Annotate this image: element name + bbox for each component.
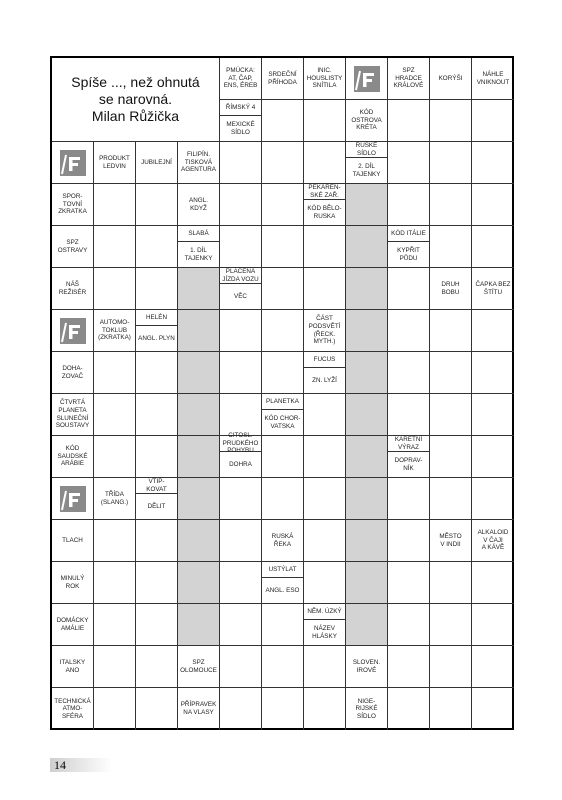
answer-cell[interactable] (388, 562, 430, 604)
clue-cell (304, 310, 346, 352)
clue-text: PŘÍPRAVEK NA VLASY (180, 701, 217, 716)
answer-cell[interactable] (262, 100, 304, 142)
clue-cell (94, 142, 136, 184)
clue-text: SPZ OSTRAVY (57, 238, 88, 254)
answer-cell[interactable] (430, 226, 472, 268)
answer-cell[interactable] (262, 142, 304, 184)
clue-text-bottom: VĚC (234, 292, 247, 300)
clue-text: NÁŠ REŽISÉR (58, 280, 87, 296)
shaded-answer-cell[interactable] (346, 310, 388, 352)
clue-text-top: PEKÁREN- SKÉ ZAŘ. (304, 184, 345, 200)
answer-cell[interactable] (388, 520, 430, 562)
answer-cell[interactable] (220, 352, 262, 394)
answer-cell[interactable] (472, 646, 514, 688)
answer-cell[interactable] (94, 520, 136, 562)
shaded-answer-cell[interactable] (178, 268, 220, 310)
answer-cell[interactable] (304, 268, 346, 310)
clue-text-top: VTIP- KOVAT (136, 478, 177, 494)
clue-text: DRUH BOBU (441, 280, 460, 296)
answer-cell[interactable] (304, 520, 346, 562)
clue-text: NIGE- RIJSKÉ SÍDLO (355, 697, 378, 720)
answer-cell[interactable] (472, 184, 514, 226)
answer-cell[interactable] (304, 226, 346, 268)
clue-text: MĚSTO V INDII (439, 532, 462, 548)
answer-cell[interactable] (388, 688, 430, 730)
clue-cell (178, 184, 220, 226)
answer-cell[interactable] (430, 604, 472, 646)
answer-cell[interactable] (430, 100, 472, 142)
clue-text: PRODUKT LEDVIN (99, 154, 130, 170)
clue-text: ALKALOID V ČAJI A KÁVĚ (477, 529, 509, 552)
shaded-answer-cell[interactable] (178, 562, 220, 604)
clue-text: ČAPKA BEZ ŠTÍTU (475, 280, 511, 296)
clue-text-bottom: ANGL. ESO (265, 586, 300, 594)
answer-cell[interactable] (388, 142, 430, 184)
shaded-answer-cell[interactable] (346, 394, 388, 436)
answer-cell[interactable] (304, 394, 346, 436)
answer-cell[interactable] (430, 142, 472, 184)
answer-cell[interactable] (430, 688, 472, 730)
answer-cell[interactable] (220, 646, 262, 688)
shaded-answer-cell[interactable] (346, 604, 388, 646)
clue-cell (262, 394, 304, 436)
clue-cell (304, 58, 346, 100)
answer-cell[interactable] (94, 436, 136, 478)
clue-cell (178, 646, 220, 688)
answer-cell[interactable] (430, 310, 472, 352)
clue-cell (472, 520, 514, 562)
answer-cell[interactable] (94, 268, 136, 310)
clue-cell (388, 436, 430, 478)
clue-cell (304, 604, 346, 646)
clue-cell (52, 562, 94, 604)
clue-cell (472, 58, 514, 100)
shaded-answer-cell[interactable] (178, 604, 220, 646)
clue-text: ANGL. KDYŽ (189, 196, 208, 212)
clue-text-bottom: KYPŘIT PŮDU (397, 247, 420, 262)
clue-text: JUBILEJNÍ (141, 158, 172, 166)
shaded-answer-cell[interactable] (178, 478, 220, 520)
clue-cell (220, 58, 262, 100)
answer-cell[interactable] (220, 226, 262, 268)
clue-cell (94, 478, 136, 520)
clue-text: TLACH (62, 536, 83, 544)
answer-cell[interactable] (262, 646, 304, 688)
clue-cell (52, 226, 94, 268)
shaded-answer-cell[interactable] (346, 478, 388, 520)
answer-cell[interactable] (262, 226, 304, 268)
answer-cell[interactable] (262, 604, 304, 646)
clue-text: FILIPÍN. TISKOVÁ AGENTURA (181, 151, 216, 174)
clue-cell (262, 58, 304, 100)
answer-cell[interactable] (430, 646, 472, 688)
shaded-answer-cell[interactable] (178, 436, 220, 478)
answer-cell[interactable] (304, 436, 346, 478)
answer-cell[interactable] (94, 688, 136, 730)
answer-cell[interactable] (262, 478, 304, 520)
publisher-logo-icon (60, 318, 86, 344)
clue-text-top: FUCUS (304, 352, 345, 368)
clue-text: RUSKÁ ŘEKA (271, 532, 294, 548)
answer-cell[interactable] (472, 352, 514, 394)
clue-cell (220, 432, 262, 478)
clue-text: PMÚCKA: AT, ČAP, ENS, ÉREB (223, 67, 258, 90)
answer-cell[interactable] (388, 310, 430, 352)
answer-cell[interactable] (388, 100, 430, 142)
clue-text: MINULÝ ROK (60, 574, 85, 590)
answer-cell[interactable] (472, 436, 514, 478)
answer-cell[interactable] (262, 310, 304, 352)
clue-text: AUTOMO- TOKLUB (ZKRATKA) (98, 319, 131, 342)
clue-text-bottom: 1. DÍL TAJENKY (184, 247, 213, 262)
answer-cell[interactable] (388, 268, 430, 310)
answer-cell[interactable] (136, 562, 178, 604)
shaded-answer-cell[interactable] (346, 184, 388, 226)
logo-cell (346, 58, 388, 100)
clue-text-bottom: KÓD CHOR- VATSKA (264, 415, 301, 430)
clue-text-bottom: NÁZEV HLÁSKY (312, 625, 337, 640)
answer-cell[interactable] (388, 394, 430, 436)
clue-text-bottom: DOHRA (229, 460, 252, 468)
clue-cell (52, 646, 94, 688)
answer-cell[interactable] (94, 184, 136, 226)
clue-cell (430, 520, 472, 562)
answer-cell[interactable] (472, 604, 514, 646)
answer-cell[interactable] (262, 268, 304, 310)
shaded-answer-cell[interactable] (346, 520, 388, 562)
answer-cell[interactable] (262, 352, 304, 394)
clue-cell (136, 478, 178, 520)
answer-cell[interactable] (430, 394, 472, 436)
shaded-answer-cell[interactable] (178, 310, 220, 352)
clue-cell (178, 226, 220, 268)
page-number-box (50, 758, 112, 772)
answer-cell[interactable] (94, 646, 136, 688)
answer-cell[interactable] (472, 394, 514, 436)
clue-text: ČÁST PODSVĚTÍ (ŘECK. MYTH.) (308, 315, 341, 346)
answer-cell[interactable] (262, 436, 304, 478)
clue-text: KORÝŠI (438, 74, 463, 82)
answer-cell[interactable] (220, 478, 262, 520)
clue-cell (430, 58, 472, 100)
answer-cell[interactable] (136, 436, 178, 478)
clue-text: TŘÍDA (SLANG.) (100, 490, 129, 506)
clue-text: DOHA- ZOVAČ (61, 364, 84, 380)
clue-cell (52, 352, 94, 394)
answer-cell[interactable] (388, 478, 430, 520)
answer-cell[interactable] (136, 184, 178, 226)
clue-cell (136, 310, 178, 352)
logo-cell (52, 310, 94, 352)
clue-cell (52, 688, 94, 730)
clue-text-top: NĚM. ÚZKÝ (304, 604, 345, 620)
clue-cell (52, 520, 94, 562)
clue-text: KÓD OSTROVA KRÉTA (351, 109, 382, 132)
clue-text-top: HELÉN (136, 310, 177, 326)
shaded-answer-cell[interactable] (178, 394, 220, 436)
clue-cell (220, 268, 262, 310)
clue-cell (52, 604, 94, 646)
answer-cell[interactable] (472, 688, 514, 730)
answer-cell[interactable] (430, 436, 472, 478)
clue-cell (388, 226, 430, 268)
answer-cell[interactable] (220, 604, 262, 646)
shaded-answer-cell[interactable] (178, 352, 220, 394)
clue-cell (52, 268, 94, 310)
answer-cell[interactable] (136, 520, 178, 562)
answer-cell[interactable] (220, 520, 262, 562)
clue-cell (136, 142, 178, 184)
clue-text-top: PLANETKA (262, 394, 303, 410)
answer-cell[interactable] (220, 142, 262, 184)
answer-cell[interactable] (472, 478, 514, 520)
clue-cell (346, 100, 388, 142)
clue-text: ČTVRTÁ PLANETA SLUNEČNÍ SOUSTAVY (55, 399, 90, 430)
answer-cell[interactable] (472, 100, 514, 142)
shaded-answer-cell[interactable] (346, 268, 388, 310)
clue-cell (346, 142, 388, 184)
clue-cell (304, 184, 346, 226)
clue-cell (262, 520, 304, 562)
answer-cell[interactable] (430, 352, 472, 394)
shaded-answer-cell[interactable] (178, 520, 220, 562)
clue-text-top: CITOSL. PRUDKÉHO POHYBU (220, 436, 261, 452)
answer-cell[interactable] (430, 478, 472, 520)
answer-cell[interactable] (304, 100, 346, 142)
answer-cell[interactable] (388, 646, 430, 688)
logo-cell (52, 478, 94, 520)
clue-cell (388, 58, 430, 100)
answer-cell[interactable] (388, 604, 430, 646)
answer-cell[interactable] (136, 688, 178, 730)
clue-text: INIC. HOUSLISTY SNÍTILA (306, 67, 343, 90)
clue-cell (178, 142, 220, 184)
clue-text-top: KÓD ITÁLIE (388, 226, 429, 242)
answer-cell[interactable] (220, 184, 262, 226)
answer-cell[interactable] (220, 310, 262, 352)
clue-cell (346, 688, 388, 730)
clue-text-top: SLABÁ (178, 226, 219, 242)
answer-cell[interactable] (94, 394, 136, 436)
answer-cell[interactable] (472, 562, 514, 604)
shaded-answer-cell[interactable] (346, 436, 388, 478)
answer-cell[interactable] (136, 646, 178, 688)
clue-text-bottom: 2. DÍL TAJENKY (352, 163, 381, 178)
clue-cell (178, 688, 220, 730)
shaded-answer-cell[interactable] (346, 562, 388, 604)
answer-cell[interactable] (136, 226, 178, 268)
clue-text-bottom: DĚLIT (147, 502, 166, 510)
clue-cell (52, 394, 94, 436)
answer-cell[interactable] (94, 226, 136, 268)
logo-cell (52, 142, 94, 184)
answer-cell[interactable] (430, 184, 472, 226)
clue-text: SPZ OLOMOUCE (180, 658, 217, 674)
answer-cell[interactable] (388, 352, 430, 394)
answer-cell[interactable] (472, 310, 514, 352)
page-number: 14 (54, 758, 66, 772)
answer-cell[interactable] (304, 688, 346, 730)
publisher-logo-icon (354, 66, 380, 92)
clue-text-top: USTÝLAT (262, 562, 303, 578)
clue-text: KÓD SAUDSKÉ ARÁBIE (57, 445, 88, 468)
clue-cell (430, 268, 472, 310)
clue-text: SLOVEN. IROVÉ (352, 658, 381, 674)
answer-cell[interactable] (136, 352, 178, 394)
publisher-logo-icon (60, 150, 86, 176)
answer-cell[interactable] (220, 688, 262, 730)
answer-cell[interactable] (136, 394, 178, 436)
answer-cell[interactable] (94, 352, 136, 394)
answer-cell[interactable] (304, 478, 346, 520)
puzzle-title: Spíše ..., než ohnutá se narovná. Milan Růžička (52, 58, 220, 142)
clue-text: NÁHLE VNIKNOUT (476, 70, 510, 86)
answer-cell[interactable] (94, 562, 136, 604)
clue-cell (472, 268, 514, 310)
answer-cell[interactable] (136, 604, 178, 646)
clue-text-top: PLACENÁ JÍZDA VOZU (220, 268, 261, 284)
answer-cell[interactable] (304, 142, 346, 184)
clue-text-top: KARETNÍ VÝRAZ (388, 436, 429, 452)
answer-cell[interactable] (472, 226, 514, 268)
clue-text: DOMÁCKY AMÁLIE (56, 616, 89, 632)
clue-text-bottom: ZN. LYŽÍ (312, 376, 337, 384)
clue-text-bottom: KÓD BĚLO- RUSKA (307, 205, 342, 220)
clue-cell (94, 310, 136, 352)
clue-cell (346, 646, 388, 688)
clue-text: ITALSKY ANO (59, 658, 86, 674)
clue-text: SRDEČNÍ PŘÍHODA (268, 70, 297, 86)
answer-cell[interactable] (262, 688, 304, 730)
clue-cell (52, 436, 94, 478)
shaded-answer-cell[interactable] (346, 352, 388, 394)
answer-cell[interactable] (472, 142, 514, 184)
crossword-grid (50, 56, 514, 730)
clue-cell (304, 352, 346, 394)
answer-cell[interactable] (136, 268, 178, 310)
answer-cell[interactable] (304, 562, 346, 604)
answer-cell[interactable] (430, 562, 472, 604)
answer-cell[interactable] (304, 646, 346, 688)
clue-text-bottom: DOPRAV- NÍK (394, 457, 423, 472)
shaded-answer-cell[interactable] (346, 226, 388, 268)
clue-text-top: ŘÍMSKÝ 4 (220, 100, 261, 116)
clue-text: TECHNICKÁ ATMO- SFÉRA (54, 697, 91, 720)
clue-text-top: RUSKÉ SÍDLO (346, 142, 387, 158)
clue-cell (220, 100, 262, 142)
clue-text-bottom: MEXICKÉ SÍDLO (226, 121, 255, 136)
answer-cell[interactable] (388, 184, 430, 226)
answer-cell[interactable] (262, 184, 304, 226)
clue-cell (262, 562, 304, 604)
answer-cell[interactable] (94, 604, 136, 646)
answer-cell[interactable] (220, 394, 262, 436)
publisher-logo-icon (60, 486, 86, 512)
clue-text-bottom: ANGL. PLYN (138, 334, 175, 342)
answer-cell[interactable] (220, 562, 262, 604)
clue-cell (52, 184, 94, 226)
clue-text: SPZ HRADCE KRÁLOVÉ (393, 67, 424, 90)
clue-text: SPOR- TOVNÍ ZKRATKA (58, 193, 87, 216)
